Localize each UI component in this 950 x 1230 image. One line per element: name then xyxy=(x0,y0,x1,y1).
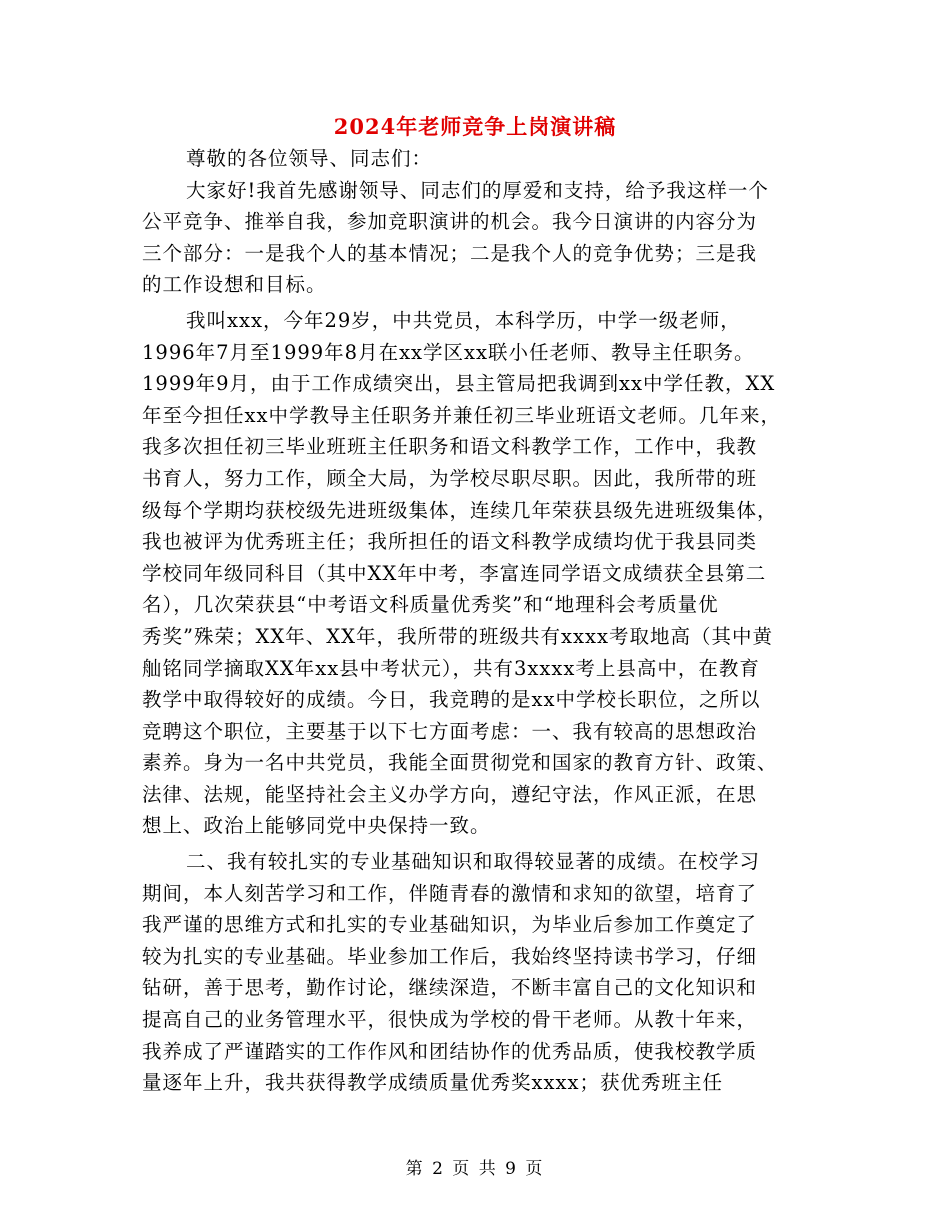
paragraph-line: 书育人，努力工作，顾全大局，为学校尽职尽职。因此，我所带的班 xyxy=(142,466,758,490)
document-title: 2024年老师竞争上岗演讲稿 xyxy=(333,114,617,139)
paragraph-line: 1999年9月，由于工作成绩突出，县主管局把我调到xx中学任教，XX xyxy=(142,372,776,396)
paragraph-line: 1996年7月至1999年8月在xx学区xx联小任老师、教导主任职务。 xyxy=(142,340,755,364)
paragraph-line: 我叫xxx，今年29岁，中共党员，本科学历，中学一级老师， xyxy=(186,308,741,332)
paragraph-line: 我多次担任初三毕业班班主任职务和语文科教学工作，工作中，我教 xyxy=(142,435,758,459)
paragraph-line: 公平竞争、推举自我，参加竞职演讲的机会。我今日演讲的内容分为 xyxy=(142,210,758,234)
paragraph-line: 学校同年级同科目（其中XX年中考，李富连同学语文成绩获全县第二 xyxy=(142,561,767,585)
document-body xyxy=(142,143,812,1099)
paragraph-line: 竞聘这个职位，主要基于以下七方面考虑：一、我有较高的思想政治 xyxy=(142,719,758,743)
paragraph-line: 级每个学期均获校级先进班级集体，连续几年荣获县级先进班级集体， xyxy=(142,498,778,522)
paragraph-line: 我养成了严谨踏实的工作作风和团结协作的优秀品质，使我校教学质 xyxy=(142,1039,758,1063)
paragraph-line: 名），几次荣获县“中考语文科质量优秀奖”和“地理科会考质量优 xyxy=(142,593,719,617)
paragraph-line: 二、我有较扎实的专业基础知识和取得较显著的成绩。在校学习 xyxy=(186,850,761,874)
paragraph-line: 法律、法规，能坚持社会主义办学方向，遵纪守法，作风正派，在思 xyxy=(142,782,758,806)
paragraph-line: 三个部分：一是我个人的基本情况；二是我个人的竞争优势；三是我 xyxy=(142,241,758,265)
paragraph-line: 我也被评为优秀班主任；我所担任的语文科教学成绩均优于我县同类 xyxy=(142,530,758,554)
paragraph-line: 秀奖”殊荣；XX年、XX年，我所带的班级共有xxxx考取地高（其中黄 xyxy=(142,624,773,648)
paragraph-line: 的工作设想和目标。 xyxy=(142,273,327,297)
paragraph-line: 钻研，善于思考，勤作讨论，继续深造，不断丰富自己的文化知识和 xyxy=(142,976,758,1000)
paragraph-line: 舢铭同学摘取XX年xx县中考状元），共有3xxxx考上县高中，在教育 xyxy=(142,656,760,680)
paragraph-line: 教学中取得较好的成绩。今日，我竞聘的是xx中学校长职位，之所以 xyxy=(142,688,761,712)
salutation-line: 尊敬的各位领导、同志们： xyxy=(186,147,433,170)
paragraph-line: 我严谨的思维方式和扎实的专业基础知识，为毕业后参加工作奠定了 xyxy=(142,913,758,937)
paragraph-line: 期间，本人刻苦学习和工作，伴随青春的激情和求知的欲望，培育了 xyxy=(142,881,758,905)
paragraph-line: 大家好!我首先感谢领导、同志们的厚爱和支持，给予我这样一个 xyxy=(186,178,769,202)
paragraph-line: 想上、政治上能够同党中央保持一致。 xyxy=(142,814,491,838)
paragraph-line: 量逐年上升，我共获得教学成绩质量优秀奖xxxx；获优秀班主任 xyxy=(142,1071,723,1095)
paragraph-line: 较为扎实的专业基础。毕业参加工作后，我始终坚持读书学习，仔细 xyxy=(142,944,758,968)
page-number-footer: 第 2 页 共 9 页 xyxy=(405,1159,545,1179)
paragraph-line: 年至今担任xx中学教导主任职务并兼任初三毕业班语文老师。几年来， xyxy=(142,403,781,427)
paragraph-line: 素养。身为一名中共党员，我能全面贯彻党和国家的教育方针、政策、 xyxy=(142,751,778,775)
paragraph-line: 提高自己的业务管理水平，很快成为学校的骨干老师。从教十年来， xyxy=(142,1008,758,1032)
